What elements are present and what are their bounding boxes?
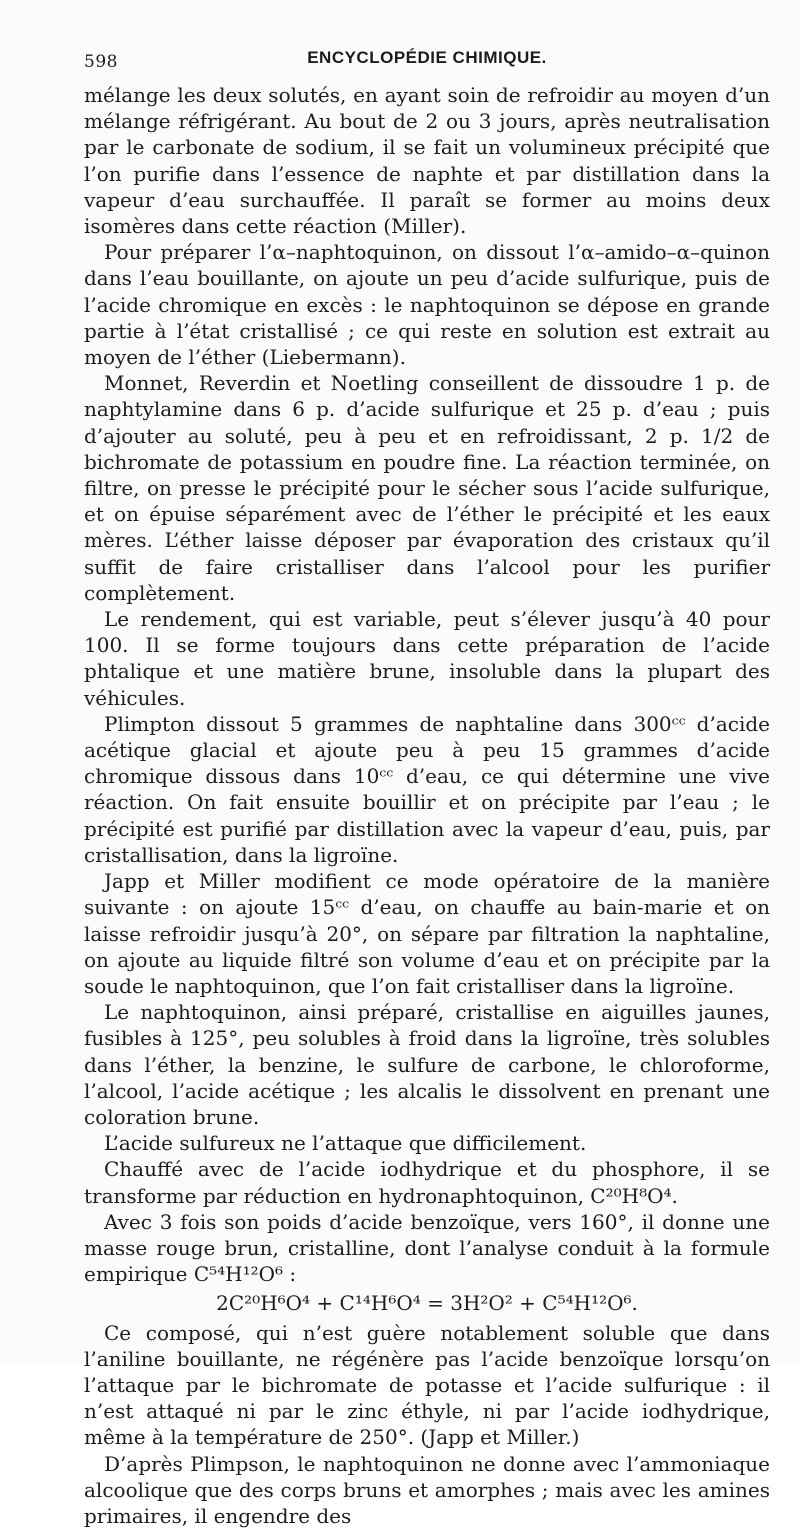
paragraph: Le naphtoquinon, ainsi préparé, cristallise en aiguilles jaunes, fusibles à 125°, peu solubles à froid dans la ligroïne, très solubles dans l’éther, la benzine, le sulfure de carbone, le chloroforme, l’alcool, l’acide acétique ; les alcalis le dissolvent en prenant une coloration brune. xyxy=(84,1000,770,1129)
running-head xyxy=(84,48,770,78)
paragraph: Monnet, Reverdin et Noetling conseillent de dissoudre 1 p. de naphtylamine dans 6 p. d’acide sulfurique et 25 p. d’eau ; puis d’ajouter au soluté, peu à peu et en refroidissant, 2 p. 1/2 de bichromate de potassium en poudre fine. La réaction terminée, on filtre, on presse le précipité pour le sécher sous l’acide sulfurique, et on épuise séparément avec de l’éther le précipité et les eaux mères. L’éther laisse déposer par évaporation des cristaux qu’il suffit de faire cristalliser dans l’alcool pour les purifier complètement. xyxy=(84,371,770,605)
paragraph: L’acide sulfureux ne l’attaque que difficilement. xyxy=(104,1131,587,1156)
chemical-equation: 2C²⁰H⁶O⁴ + C¹⁴H⁶O⁴ = 3H²O² + C⁵⁴H¹²O⁶. xyxy=(216,1291,638,1316)
paragraph: Japp et Miller modifient ce mode opératoire de la manière suivante : on ajoute 15ᶜᶜ d’eau, on chauffe au bain-marie et on laisse refroidir jusqu’à 20°, on sépare par filtration la naphtaline, on ajoute au liquide filtré son volume d’eau et on précipite par la soude le naphtoquinon, que l’on fait cristalliser dans la ligroïne. xyxy=(84,869,770,998)
page-number: 598 xyxy=(84,52,118,72)
paragraph: Pour préparer l’α–naphtoquinon, on dissout l’α–amido–α–quinon dans l’eau bouillante, on ajoute un peu d’acide sulfurique, puis de l’acide chromique en excès : le naphtoquinon se dépose en grande partie à l’état cristallisé ; ce qui reste en solution est extrait au moyen de l’éther (Liebermann). xyxy=(84,240,770,370)
body-text xyxy=(84,82,770,1529)
paragraph: D’après Plimpson, le naphtoquinon ne donne avec l’ammoniaque alcoolique que des corps bruns et amorphes ; mais avec les amines primaires, il engendre des xyxy=(84,1451,770,1528)
paragraph: Chauffé avec de l’acide iodhydrique et du phosphore, il se transforme par réduction en hydronaphtoquinon, C²⁰H⁸O⁴. xyxy=(84,1157,770,1208)
running-title: ENCYCLOPÉDIE CHIMIQUE. xyxy=(307,48,547,67)
paragraph: Le rendement, qui est variable, peut s’élever jusqu’à 40 pour 100. Il se forme toujours dans cette préparation de l’acide phtalique et une matière brune, insoluble dans la plupart des véhicules. xyxy=(84,607,770,710)
paragraph: Ce composé, qui n’est guère notablement soluble que dans l’aniline bouillante, ne régénère pas l’acide benzoïque lorsqu’on l’attaque par le bichromate de potasse et l’acide sulfurique : il n’est attaqué ni par le zinc éthyle, ni par l’acide iodhydrique, même à la température de 250°. (Japp et Miller.) xyxy=(84,1320,770,1450)
paragraph: Plimpton dissout 5 grammes de naphtaline dans 300ᶜᶜ d’acide acétique glacial et ajoute peu à peu 15 grammes d’acide chromique dissous dans 10ᶜᶜ d’eau, ce qui détermine une vive réaction. On fait ensuite bouillir et on précipite par l’eau ; le précipité est purifié par distillation avec la vapeur d’eau, puis, par cristallisation, dans la ligroïne. xyxy=(84,711,770,867)
paragraph: mélange les deux solutés, en ayant soin de refroidir au moyen d’un mélange réfrigérant. Au bout de 2 ou 3 jours, après neutralisation par le carbonate de sodium, il se fait un volumineux précipité que l’on purifie dans l’essence de naphte et par distillation dans la vapeur d’eau surchauffée. Il paraît se former au moins deux isomères dans cette réaction (Miller). xyxy=(84,83,770,239)
paragraph: Avec 3 fois son poids d’acide benzoïque, vers 160°, il donne une masse rouge brun, cristalline, dont l’analyse conduit à la formule empirique C⁵⁴H¹²O⁶ : xyxy=(84,1209,770,1287)
